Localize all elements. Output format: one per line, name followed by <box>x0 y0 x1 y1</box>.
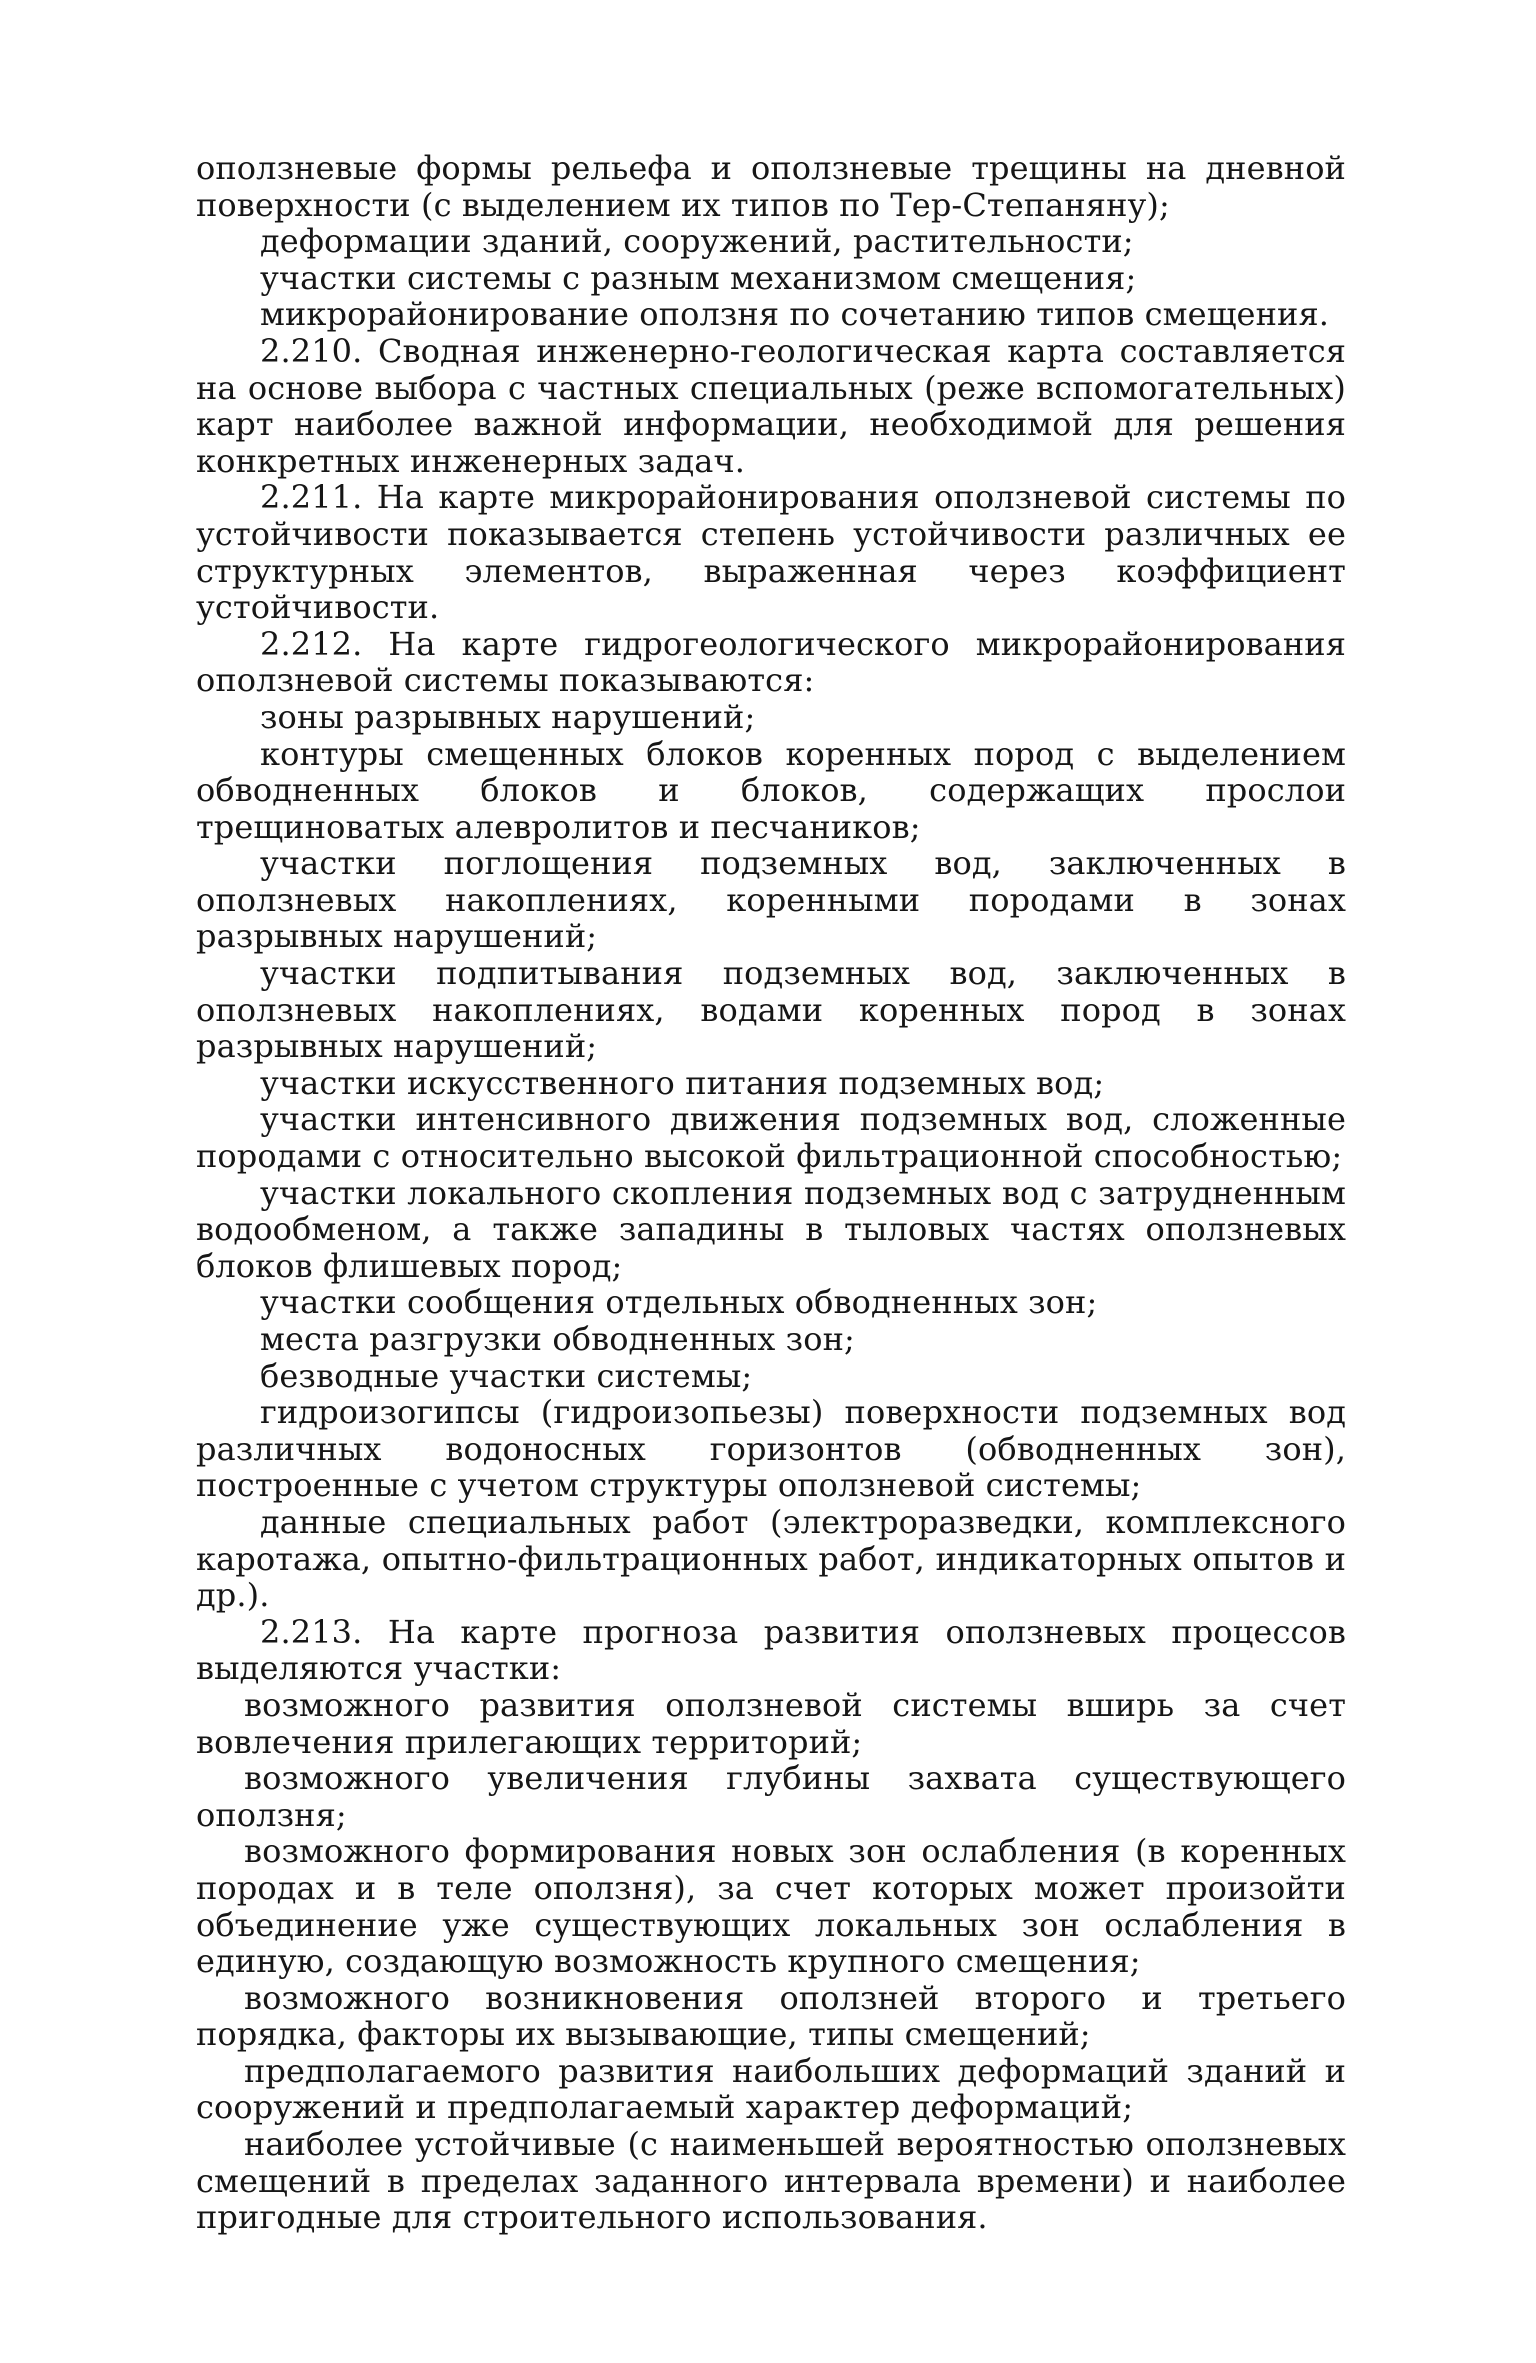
list-item-deformations: деформации зданий, сооружений, растительности; <box>260 222 1134 261</box>
list-item: участки поглощения подземных вод, заключенных в оползневых накоплениях, коренными породами в зонах разрывных нарушений; <box>196 844 1346 956</box>
list-item: предполагаемого развития наибольших деформаций зданий и сооружений и предполагаемый характер деформаций; <box>196 2051 1346 2127</box>
paragraph-text: На карте микрорайонирования оползневой системы по устойчивости показывается степень устойчивости различных ее структурных элементов, выраженная через коэффициент устойчивости. <box>196 478 1346 627</box>
list-item: возможного развития оползневой системы вширь за счет вовлечения прилегающих территорий; <box>196 1685 1346 1761</box>
paragraph-text: На карте прогноза развития оползневых процессов выделяются участки: <box>196 1612 1346 1688</box>
list-item: возможного увеличения глубины захвата существующего оползня; <box>196 1759 1346 1834</box>
list-item: возможного формирования новых зон ослабления (в коренных породах и в теле оползня), за счет которых может произойти объединение уже существующих локальных зон ослабления в единую, создающую возможность крупного смещения; <box>196 1832 1346 1981</box>
list-item: безводные участки системы; <box>260 1356 753 1395</box>
section-number: 2.211. <box>260 478 363 517</box>
list-item: возможного возникновения оползней второго и третьего порядка, факторы их вызывающие, типы смещений; <box>196 1978 1346 2054</box>
section-number: 2.212. <box>260 624 363 663</box>
document-page <box>196 150 1346 2236</box>
list-item: места разгрузки обводненных зон; <box>260 1320 855 1358</box>
list-item: данные специальных работ (электроразведки, комплексного каротажа, опытно-фильтрационных работ, индикаторных опытов и др.). <box>196 1502 1346 1615</box>
paragraph-landslide-relief: оползневые формы рельефа и оползневые трещины на дневной поверхности (с выделением их типов по Тер-Степаняну); <box>196 149 1346 224</box>
paragraph-2-212 <box>196 626 1346 699</box>
section-number: 2.210. <box>260 331 363 370</box>
section-number: 2.213. <box>260 1612 363 1651</box>
list-item-microzoning: микрорайонирование оползня по сочетанию типов смещения. <box>260 295 1329 334</box>
list-item: гидроизогипсы (гидроизопьезы) поверхности подземных вод различных водоносных горизонтов (обводненных зон), построенные с учетом структуры оползневой системы; <box>196 1393 1346 1505</box>
paragraph-text: Сводная инженерно-геологическая карта составляется на основе выбора с частных специальных (реже вспомогательных) карт наиболее важной информации, необходимой для решения конкретных инженерных задач. <box>196 331 1347 480</box>
paragraph-2-210 <box>196 333 1346 479</box>
paragraph-2-213 <box>196 1614 1346 1687</box>
list-item: участки интенсивного движения подземных вод, сложенные породами с относительно высокой фильтрационной способностью; <box>196 1100 1346 1176</box>
list-item: зоны разрывных нарушений; <box>260 697 756 736</box>
paragraph-2-211 <box>196 479 1346 625</box>
list-item: участки сообщения отдельных обводненных зон; <box>260 1283 1098 1322</box>
list-item: наиболее устойчивые (с наименьшей вероятностью оползневых смещений в пределах заданного интервала времени) и наиболее пригодные для строительного использования. <box>196 2125 1346 2237</box>
list-item-displacement-mechanism: участки системы с разным механизмом смещения; <box>260 258 1137 297</box>
list-item: участки искусственного питания подземных вод; <box>260 1063 1105 1102</box>
paragraph-text: На карте гидрогеологического микрорайонирования оползневой системы показываются: <box>196 624 1346 700</box>
list-item: контуры смещенных блоков коренных пород с выделением обводненных блоков и блоков, содержащих прослои трещиноватых алевролитов и песчаников; <box>196 734 1346 846</box>
list-item: участки локального скопления подземных вод с затрудненным водообменом, а также западины в тыловых частях оползневых блоков флишевых пород; <box>196 1173 1346 1285</box>
list-item: участки подпитывания подземных вод, заключенных в оползневых накоплениях, водами коренных пород в зонах разрывных нарушений; <box>196 954 1346 1066</box>
